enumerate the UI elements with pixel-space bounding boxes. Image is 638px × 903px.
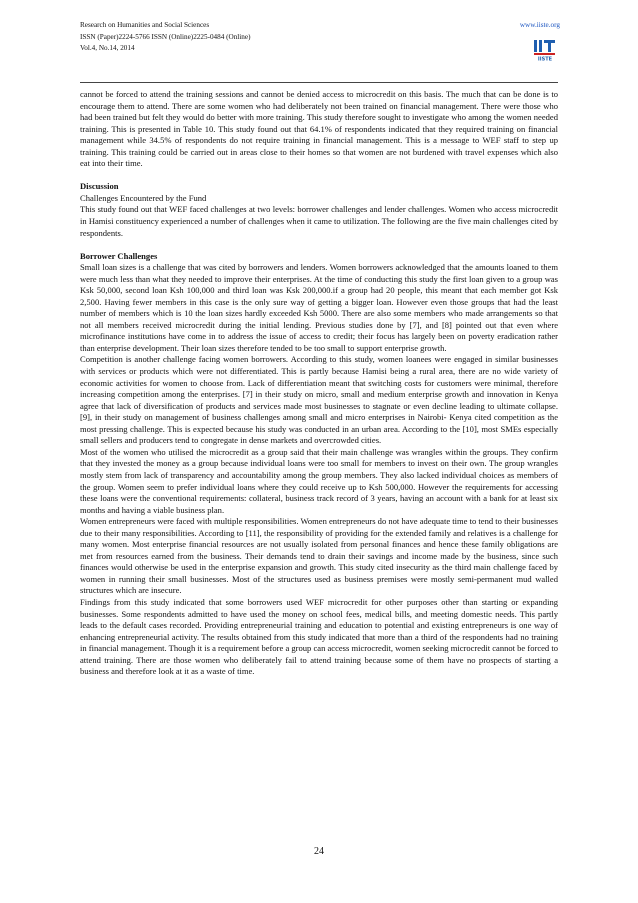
iiste-logo (532, 39, 558, 61)
article-body (80, 89, 558, 678)
page-header (80, 20, 560, 55)
issn-line: ISSN (Paper)2224-5766 ISSN (Online)2225-0484 (Online) (80, 32, 251, 41)
header-rule (80, 82, 558, 83)
paragraph: Competition is another challenge facing women borrowers. According to this study, women loanees were engaged in similar businesses with services or products which were not differentiated. This is partly because Hamisi being a rural area, there are no wide variety of economic activities for women to choose from. Lack of differentiation meant that switching costs for customers were minimal, therefore increasing competition among the enterprises. [7] in their study on micro, small and medium enterprise growth and innovation in Kenya agree that lack of diversification of products and services made most businesses to stagnate or even decline leading to ultimate collapse. [9], in their study on management of business challenges among small and micro enterprises in Nairobi- Kenya cited competition as the most pressing challenge. This is expected because his study was conducted in an urban area. According to the [10], most SMEs especially small sellers and producers tend to congregate in dense markets and overcrowded cities. (80, 354, 558, 446)
subheading-challenges: Challenges Encountered by the Fund (80, 192, 207, 203)
section-heading-borrower-challenges: Borrower Challenges (80, 250, 158, 261)
paragraph: Women entrepreneurs were faced with multiple responsibilities. Women entrepreneurs do not have adequate time to tend to their businesses due to their many responsibilities. According to [11], the responsibility of providing for the extended family and relatives is a challenge for many women. Most enterprise financial resources are not usually isolated from personal finances and hence these family obligations are met from resources earned from the business. Their demands tend to drain their savings and income made by the business, since such finances would otherwise be used in the enterprise expansion and growth. This study cited insecurity as the third main challenge faced by women in running their small businesses. Most of the structures used as business premises were mostly semi-permanent mud walled structures which are insecure. (80, 516, 558, 596)
paragraph: cannot be forced to attend the training sessions and cannot be denied access to microcredit on this basis. The much that can be done is to encourage them to attend. There are some women who had deliberately not been trained on financial management. There were those who had been trained but felt they would do better with more training. This study therefore sought to investigate who among the women needed training. This is presented in Table 10. This study found out that 64.1% of respondents indicated that they required training on financial management while 34.5% of respondents do not require training in financial management. This is a message to WEF staff to step up training. This training could be carried out in areas close to their homes so that women are not burdened with travel expenses which also eat into their time. (80, 89, 558, 169)
journal-name: Research on Humanities and Social Sciences (80, 21, 210, 29)
paragraph: Findings from this study indicated that some borrowers used WEF microcredit for other purposes other than starting or expanding businesses. Some respondents admitted to have used the money on school fees, medical bills, and meeting domestic needs. This partly leads to the default cases recorded. Providing entrepreneurial training and education to potential and existing entrepreneurs is one way of enhancing entrepreneurial activity. The results obtained from this study indicated that more than a third of the respondents had no training in financial management. Though it is a requirement before a group can access microcredit, women seeking microcredit cannot be forced to attend training. There are those women who deliberately fail to attend training because some of them have no prospects of starting a business and therefore look at it as a waste of time. (80, 596, 558, 677)
volume-line: Vol.4, No.14, 2014 (80, 44, 135, 53)
section-heading-discussion: Discussion (80, 181, 119, 192)
paragraph: Small loan sizes is a challenge that was cited by borrowers and lenders. Women borrowers acknowledged that the amounts loaned to them were much less than what they needed to improve their enterprises. At the time of conducting this study the first loan given to a group was Ksk 50,000, second loan Ksh 100,000 and third loan was Ksk 200,000.if a group had 20 people, this meant that each member got Ksk 2,500. Having fewer members in this case is the only sure way of getting a bigger loan. However even those groups that had the least number of members which is 10 the loan sizes hardly exceeded Ksh 5000. There are also some members who made arrangements so that not all members received microcredit during the initial lending. Previous studies done by [7], and [8] pointed out that even where microfinance institutions have come in to address the issue of access to credit; their focus has largely been on poverty eradication rather than enterprise development. Their loan sizes therefore tended to be too small to support enterprise growth. (80, 262, 558, 353)
paragraph: Most of the women who utilised the microcredit as a group said that their main challenge was wrangles within the groups. They confirm that they invested the money as a group because individual loans were too small for members to invest on their own. The group wrangles mostly stem from lack of transparency and accountability among the group members. They also lacked individual choices as members of the group. Women seem to prefer individual loans where they could receive up to Ksh 500,000. However the requirements for accessing these loans were the conventional requirements: collateral, business track record of 3 years, having an account with a bank for at least six months and having a viable business plan. (80, 446, 558, 515)
page-number: 24 (314, 846, 324, 857)
logo-text: IISTE (537, 56, 553, 61)
website-link[interactable]: www.iiste.org (519, 21, 560, 29)
paragraph: This study found out that WEF faced challenges at two levels: borrower challenges and lender challenges. Women who access microcredit in Hamisi constituency experienced a number of challenges when it came to utilization. The following are the five main challenges cited by respondents. (80, 204, 558, 238)
